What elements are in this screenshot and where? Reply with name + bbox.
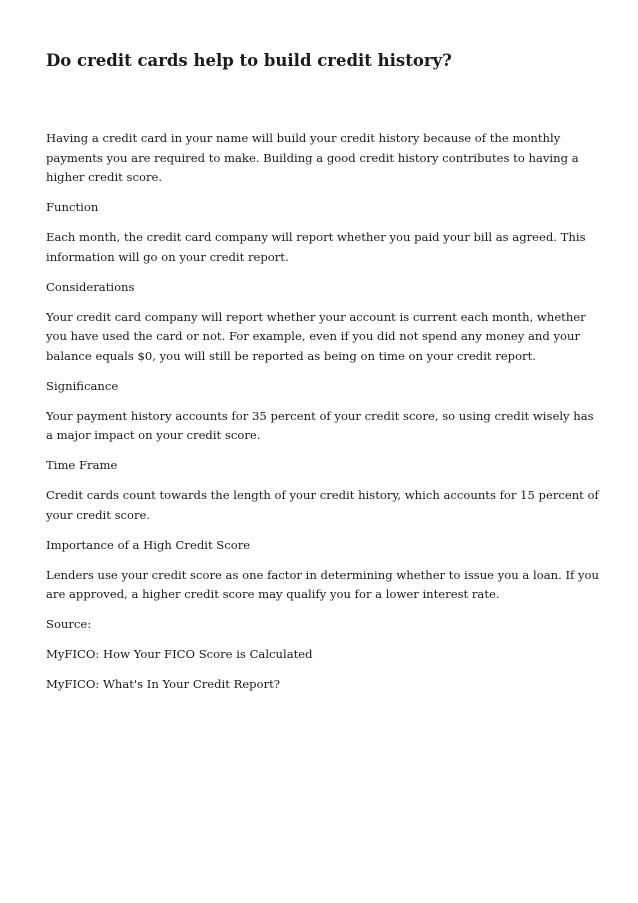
significance-paragraph: Your payment history accounts for 35 percent of your credit score, so using credit wisely has a major impact on your credit score. <box>46 408 594 442</box>
section-heading-considerations: Considerations <box>46 279 135 294</box>
source-item: MyFICO: How Your FICO Score is Calculated <box>46 647 313 661</box>
function-paragraph: Each month, the credit card company will report whether you paid your bill as agreed. This information will go on your credit report. <box>46 230 586 264</box>
intro-paragraph: Having a credit card in your name will build your credit history because of the monthly payments you are required to make. Building a good credit history contributes to having a higher credit score. <box>46 131 579 184</box>
considerations-paragraph: Your credit card company will report whether your account is current each month, whether you have used the card or not. For example, even if you did not spend any money and your balance equals $0, you will still be reported as being on time on your credit report. <box>46 309 586 363</box>
page-title: Do credit cards help to build credit history? <box>46 51 452 70</box>
section-heading-time-frame: Time Frame <box>46 458 118 472</box>
section-heading-importance: Importance of a High Credit Score <box>46 537 251 552</box>
section-heading-significance: Significance <box>46 378 119 393</box>
source-label: Source: <box>46 617 92 631</box>
importance-paragraph: Lenders use your credit score as one factor in determining whether to issue you a loan. If you are approved, a higher credit score may qualify you for a lower interest rate. <box>46 567 599 601</box>
section-heading-function: Function <box>46 200 99 214</box>
document-body <box>46 129 604 705</box>
time-frame-paragraph: Credit cards count towards the length of your credit history, which accounts for 15 percent of your credit score. <box>46 488 599 522</box>
source-item: MyFICO: What's In Your Credit Report? <box>46 677 280 691</box>
